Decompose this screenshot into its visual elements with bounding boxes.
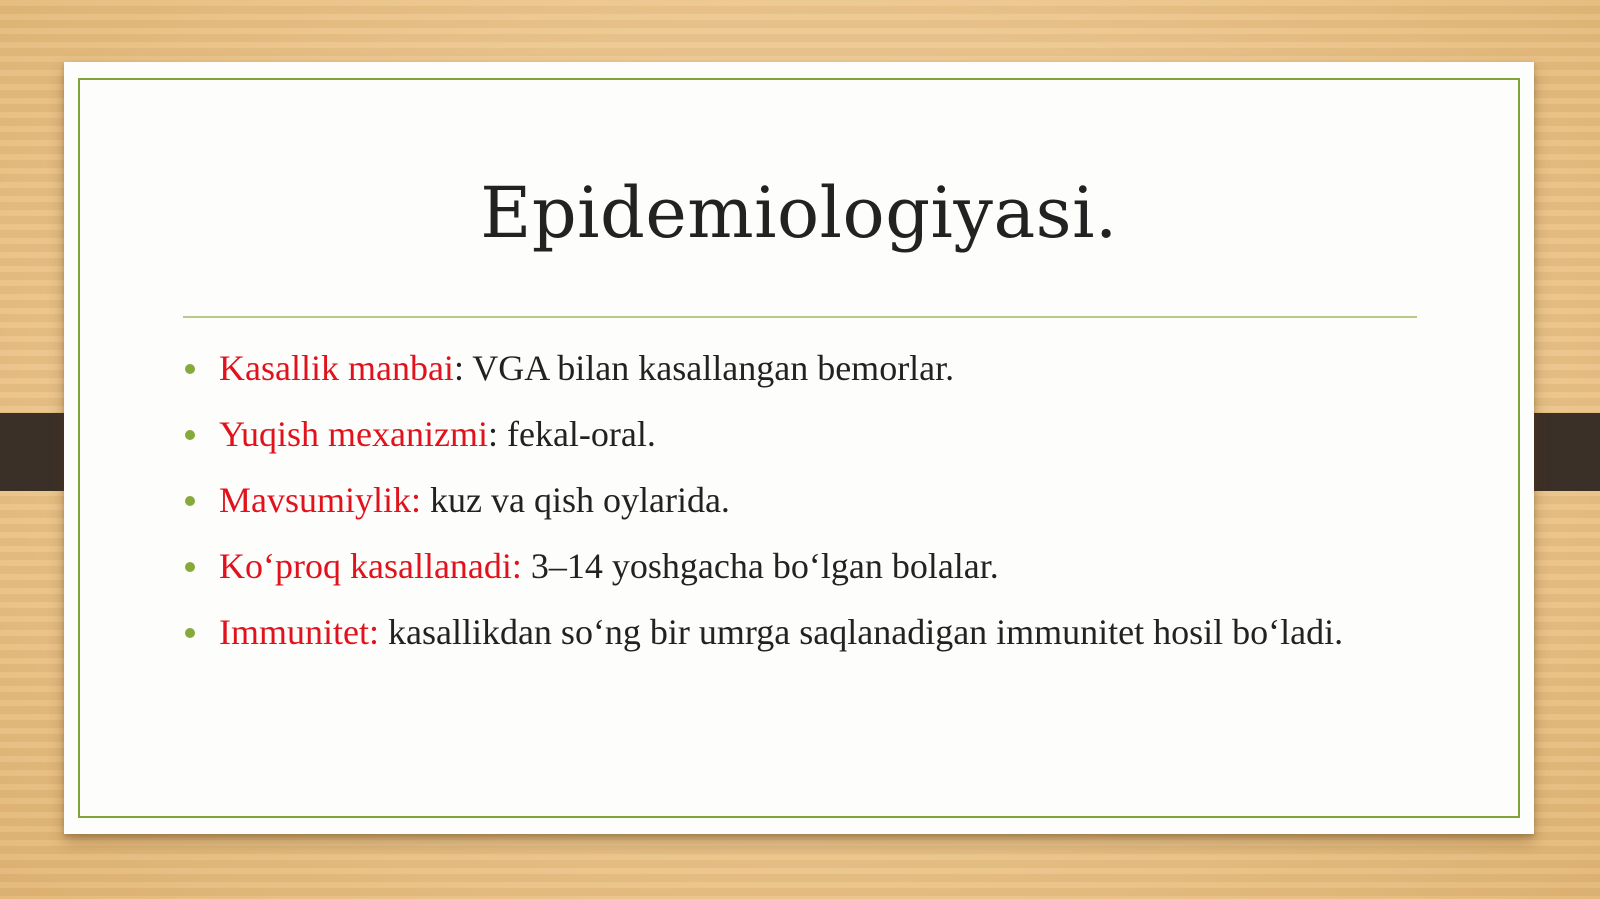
bullet-dot-icon — [185, 496, 195, 506]
bullet-item-koproq-kasallanadi — [183, 542, 1363, 590]
bullet-item-yuqish-mexanizmi — [183, 410, 1363, 458]
bullet-keyword: Kasallik manbai — [219, 348, 454, 388]
bullet-text: kasallikdan so‘ng bir umrga saqlanadigan immunitet hosil bo‘ladi. — [378, 612, 1344, 652]
bullet-text: : fekal-oral. — [487, 414, 656, 454]
bullet-keyword: Ko‘proq kasallanadi: — [219, 546, 522, 586]
bullet-text: 3–14 yoshgacha bo‘lgan bolalar. — [521, 546, 999, 586]
bullet-dot-icon — [185, 364, 195, 374]
bullet-keyword: Yuqish mexanizmi — [219, 414, 488, 454]
bullet-text: kuz va qish oylarida. — [421, 480, 730, 520]
bullet-text: : VGA bilan kasallangan bemorlar. — [453, 348, 955, 388]
slide-title: Epidemiologiyasi. — [480, 172, 1118, 254]
title-divider — [183, 316, 1417, 318]
bullet-item-kasallik-manbai — [183, 344, 1363, 392]
bullet-list — [183, 344, 1363, 674]
bullet-item-mavsumiylik — [183, 476, 1363, 524]
bullet-item-immunitet — [183, 608, 1363, 656]
bullet-dot-icon — [185, 628, 195, 638]
bullet-dot-icon — [185, 562, 195, 572]
bullet-keyword: Immunitet: — [219, 612, 379, 652]
bullet-keyword: Mavsumiylik: — [219, 480, 422, 520]
bullet-dot-icon — [185, 430, 195, 440]
